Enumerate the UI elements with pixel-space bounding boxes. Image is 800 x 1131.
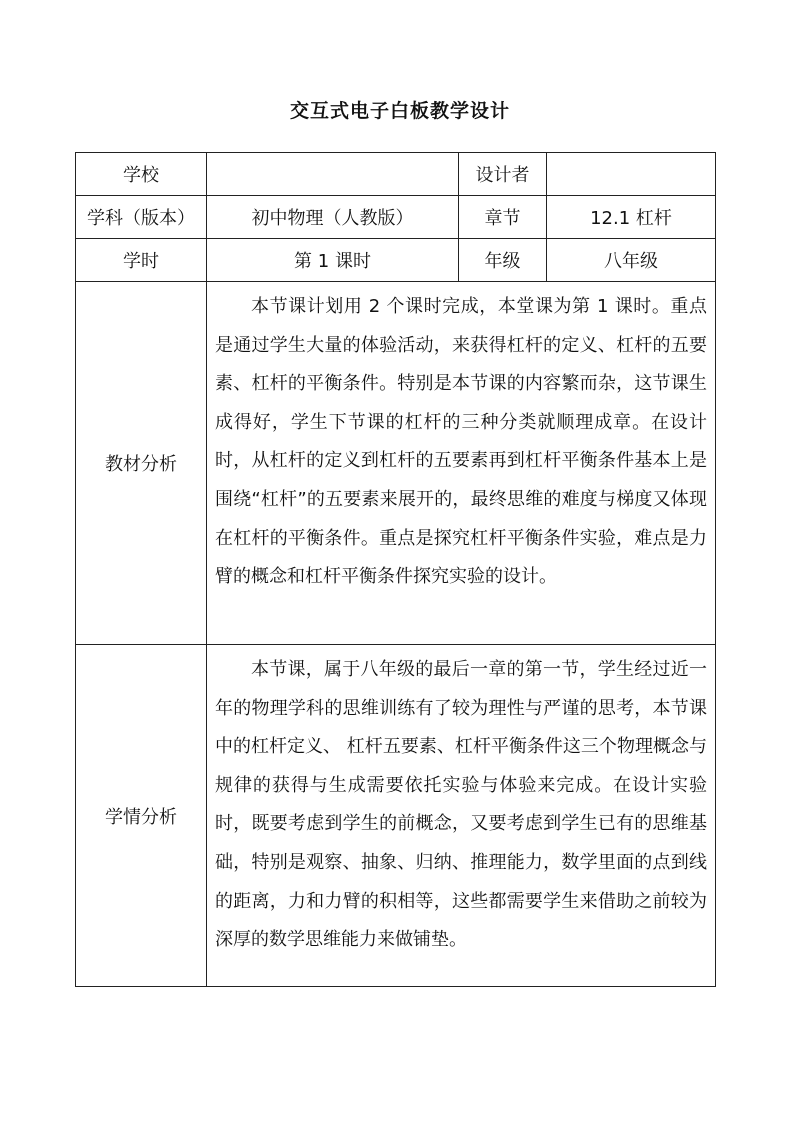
row-student-analysis — [76, 645, 716, 987]
lesson-plan-table — [75, 152, 716, 987]
row-school — [76, 153, 716, 196]
subject-label: 学科（版本） — [76, 196, 207, 239]
period-value: 第 1 课时 — [207, 239, 459, 282]
row-period — [76, 239, 716, 282]
school-value — [207, 153, 459, 196]
page-title: 交互式电子白板教学设计 — [289, 100, 510, 122]
designer-value — [547, 153, 716, 196]
designer-label: 设计者 — [459, 153, 547, 196]
student-analysis-label: 学情分析 — [76, 645, 207, 987]
period-label: 学时 — [76, 239, 207, 282]
subject-value: 初中物理（人教版） — [207, 196, 459, 239]
row-subject — [76, 196, 716, 239]
textbook-analysis-text: 本节课计划用 2 个课时完成，本堂课为第 1 课时。重点是通过学生大量的体验活动，来获得杠杆的定义、杠杆的五要素、杠杆的平衡条件。特别是本节课的内容繁而杂，这节课生成得好，学生下节课的杠杆的三种分类就顺理成章。在设计时，从杠杆的定义到杠杆的五要素再到杠杆平衡条件基本上是围绕“杠杆”的五要素来展开的，最终思维的难度与梯度又体现在杠杆的平衡条件。重点是探究杠杆平衡条件实验，难点是力臂的概念和杠杆平衡条件探究实验的设计。 — [215, 296, 707, 588]
grade-label: 年级 — [459, 239, 547, 282]
row-textbook-analysis — [76, 282, 716, 645]
chapter-label: 章节 — [459, 196, 547, 239]
grade-value: 八年级 — [547, 239, 716, 282]
student-analysis-cell — [207, 645, 716, 987]
textbook-analysis-label: 教材分析 — [76, 282, 207, 645]
chapter-value: 12.1 杠杆 — [547, 196, 716, 239]
student-analysis-text: 本节课，属于八年级的最后一章的第一节，学生经过近一年的物理学科的思维训练有了较为理性与严谨的思考，本节课中的杠杆定义、 杠杆五要素、杠杆平衡条件这三个物理概念与规律的获得与生成需要依托实验与体验来完成。在设计实验时，既要考虑到学生的前概念，又要考虑到学生已有的思维基础，特别是观察、抽象、归纳、推理能力，数学里面的点到线的距离，力和力臂的积相等，这些都需要学生来借助之前较为深厚的数学思维能力来做铺垫。 — [215, 659, 707, 951]
textbook-analysis-cell — [207, 282, 716, 645]
school-label: 学校 — [76, 153, 207, 196]
